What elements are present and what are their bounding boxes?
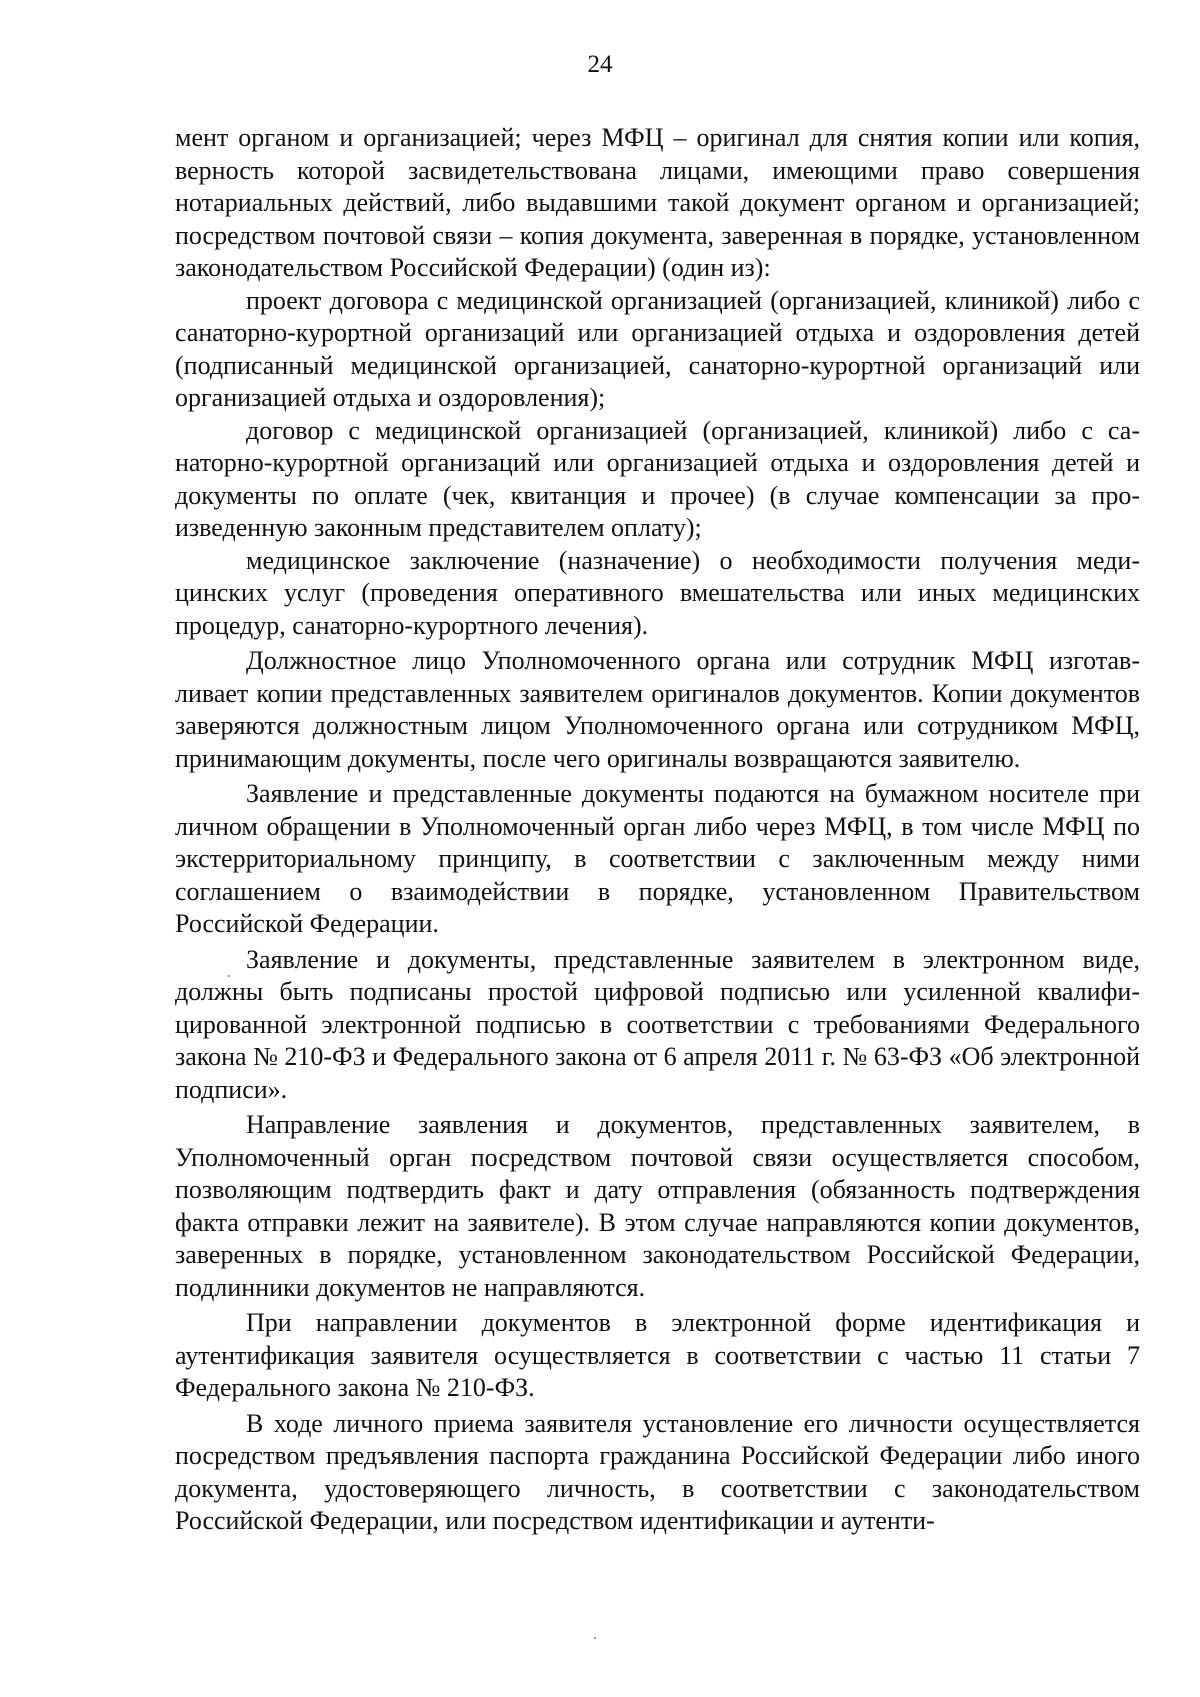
paragraph-list-item-medical-conclusion: медицинское заключение (назначение) о необходимости получения медицинских услуг (проведения оперативного вмешательства или иных медицинских процедур, санаторно-курортного лечения). xyxy=(175,545,1140,640)
paragraph-continuation: мент органом и организацией; через МФЦ – оригинал для снятия копии или копия, верность которой засвидетельствована лицами, имеющими право совершения нотариальных действий, либо выдавшими такой документ органом и организацией; посредством почтовой связи – копия документа, заверенная в порядке, установленном законодательством Российской Федерации) (один из): xyxy=(175,123,1140,282)
paragraph-personal-reception: В ходе личного приема заявителя установление его личности осуществляется посредством предъявления паспорта гражданина Российской Федерации либо иного документа, удостоверяющего личность, в соответствии с законодательством Российской Федерации, или посредством идентификации и аутенти- xyxy=(175,1408,1140,1535)
scan-speck xyxy=(594,1637,596,1639)
paragraph-identification: При направлении документов в электронной форме идентификация и аутентификация заявителя осуществляется в соответствии с частью 11 статьи 7 Федерального закона № 210-ФЗ. xyxy=(175,1308,1140,1402)
scan-speck xyxy=(228,975,230,977)
paragraph-list-item-contract: договор с медицинской организацией (организацией, клиникой) либо с санаторно-курортной организаций или организацией отдыха и оздоровления детей и документы по оплате (чек, квитанция и прочее) (в случае компенсации за произведенную законным представителем оплату); xyxy=(175,415,1140,542)
paragraph-paper-submission: Заявление и представленные документы подаются на бумажном носителе при личном обращении в Уполномоченный орган либо через МФЦ, в том числе МФЦ по экстерриториальному принципу, в соответствии с заключенным между ними соглашением о взаимодействии в порядке, установленном Правительством Российской Федерации. xyxy=(175,779,1140,938)
paragraph-list-item-contract-draft: проект договора с медицинской организацией (организацией, клиникой) либо с санаторно-курортной организаций или организацией отдыха и оздоровления детей (подписанный медицинской организацией, санаторно-курортной организаций или организацией отдыха и оздоровления); xyxy=(175,285,1140,412)
page-number: 24 xyxy=(587,51,613,78)
paragraph-copies: Должностное лицо Уполномоченного органа или сотрудник МФЦ изготавливает копии представленных заявителем оригиналов документов. Копии документов заверяются должностным лицом Уполномоченного органа или сотрудником МФЦ, принимающим документы, после чего оригиналы возвращаются заявителю. xyxy=(175,646,1140,773)
paragraph-electronic-signature: Заявление и документы, представленные заявителем в электронном виде, должны быть подписаны простой цифровой подписью или усиленной квалифицированной электронной подписью в соответствии с требованиями Федерального закона № 210-ФЗ и Федерального закона от 6 апреля 2011 г. № 63-ФЗ «Об электронной подписи». xyxy=(175,944,1140,1104)
paragraph-postal-submission: Направление заявления и документов, представленных заявителем, в Уполномоченный орган посредством почтовой связи осуществляется способом, позволяющим подтвердить факт и дату отправления (обязанность подтверждения факта отправки лежит на заявителе). В этом случае направляются копии документов, заверенных в порядке, установленном законодательством Российской Федерации, подлинники документов не направляются. xyxy=(175,1110,1140,1302)
document-body xyxy=(175,122,1140,1538)
